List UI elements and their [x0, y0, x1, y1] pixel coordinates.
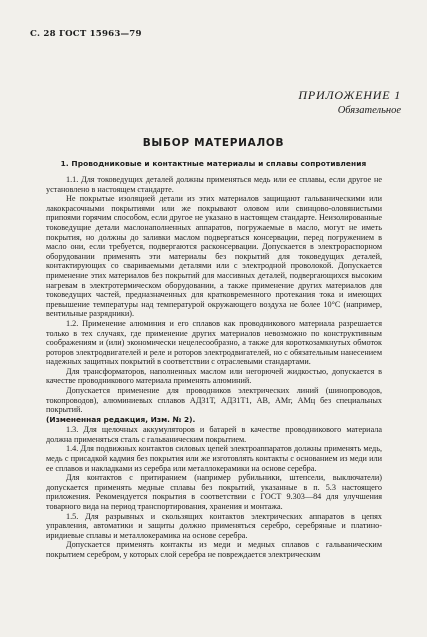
- paragraph: Для трансформаторов, наполненных маслом или негорючей жидкостью, допускается в качестве проводникового материала применять алюминий.: [46, 366, 382, 386]
- paragraph: 1.2. Применение алюминия и его сплавов как проводникового материала разрешается только в тех случаях, где применение других материалов невозможно по конструктивным соображениям и (или) экономически нецелесообразно, а также для короткозамкнутых обмоток роторов электродвигателей и реле и роторов электродвигателей, но с обязательным нанесением надежных защитных покрытий в соответствии с отраслевыми стандартами.: [46, 318, 382, 367]
- page-header: С. 28 ГОСТ 15963—79: [30, 29, 142, 39]
- paragraph: Не покрытые изоляцией детали из этих материалов защищают гальваническими или лакокрасочными покрытиями или же покрывают оловом или свинцово-оловянистыми припоями горячим способом, если другое не указано в настоящем стандарте. Неизолированные токоведущие детали маслонаполненных аппаратов, погружаемые в масло, могут не иметь покрытия, но должны до заливки маслом подвергаться консервации, перед погружением в масло они, если требуется, подвергаются расконсервации. Допускается в электрораспорном оборудовании применять эти материалы без покрытий для токоведущих деталей, контактирующих со свариваемыми деталями или с электродной проволокой. Допускается применение этих материалов без покрытий для массивных деталей, подвергающихся высоким нагревам в электротермическом оборудовании, а также применение других материалов для токоведущих частей, предназначенных для кратковременного протекания тока и имеющих превышение температуры над температурой окружающего воздуха не более 10°С (например, вентильные разрядники).: [46, 194, 382, 319]
- document-body: [46, 175, 382, 560]
- paragraph: Допускается применение для проводников электрических линий (шинопроводов, токопроводов), алюминиевых сплавов АД31Т, АД31Т1, АВ, АМг, АМц без специальных покрытий.: [46, 386, 382, 415]
- paragraph: 1.1. Для токоведущих деталей должны применяться медь или ее сплавы, если другое не установлено в настоящем стандарте.: [46, 175, 382, 194]
- appendix-status: Обязательное: [337, 105, 401, 116]
- section-title: 1. Проводниковые и контактные материалы и сплавы сопротивления: [60, 159, 367, 168]
- paragraph: Для контактов с притиранием (например рубильники, штепсели, выключатели) допускается применять медные сплавы без покрытий, указанные в п. 5.3 настоящего приложения. Рекомендуется покрытия в соответствии с ГОСТ 9.303—84 для улучшения товарного вида на период транспортирования, хранения и монтажа.: [46, 473, 382, 511]
- appendix-label: [298, 88, 401, 117]
- appendix-title: ПРИЛОЖЕНИЕ 1: [298, 88, 401, 102]
- paragraph: 1.5. Для разрывных и скользящих контактов электрических аппаратов в цепях управления, автоматики и защиты должно применяться серебро, серебряные и платино-иридиевые сплавы и металлокерамика на основе серебра.: [46, 511, 382, 540]
- paragraph: Допускается применять контакты из меди и медных сплавов с гальваническим покрытием серебром, у которых слой серебра не повреждается электрическим: [46, 540, 382, 559]
- paragraph: 1.4. Для подвижных контактов силовых цепей электроаппаратов должны применять медь, медь с присадкой кадмия без покрытия или же изготовлять контакты с основанием из меди или ее сплавов и накладками из серебра или металлокерамики на основе серебра.: [46, 444, 382, 473]
- document-title: ВЫБОР МАТЕРИАЛОВ: [142, 137, 285, 149]
- amendment-note: (Измененная редакция, Изм. № 2).: [46, 414, 196, 424]
- paragraph: 1.3. Для щелочных аккумуляторов и батарей в качестве проводникового материала должна применяться сталь с гальваническим покрытием.: [46, 425, 382, 444]
